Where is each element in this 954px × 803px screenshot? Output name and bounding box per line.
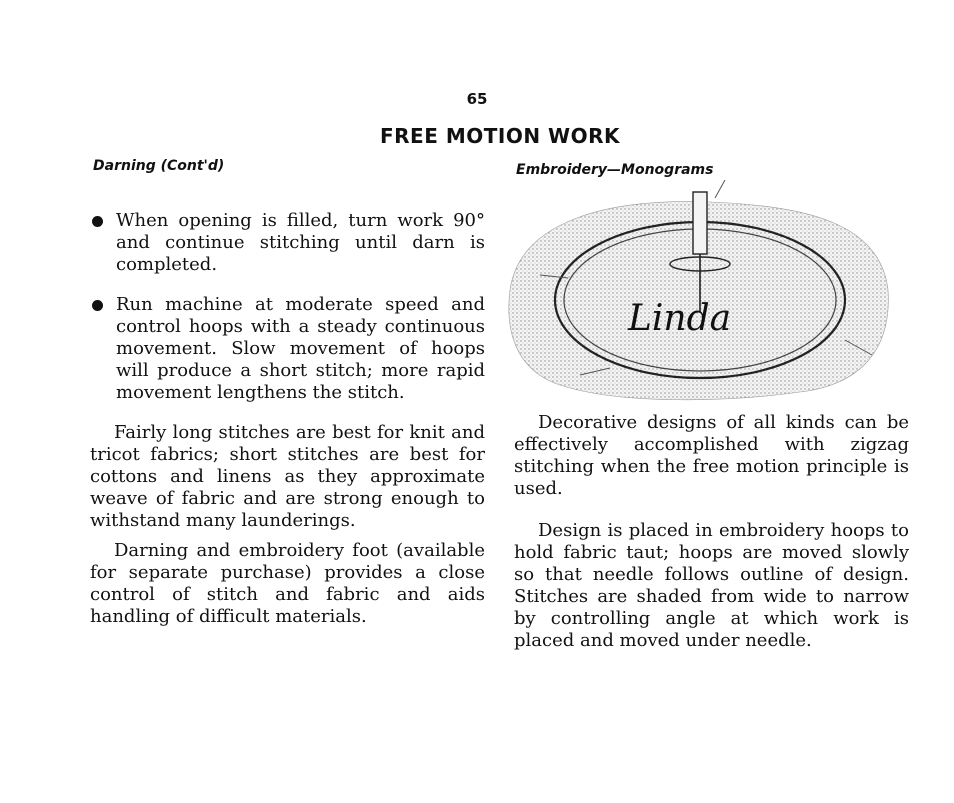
page-title: FREE MOTION WORK	[379, 124, 620, 148]
embroidery-subhead: Embroidery—Monograms	[516, 162, 714, 178]
page-number: 65	[466, 90, 488, 108]
paragraph: Darning and embroidery foot (available for separate purchase) provides a close control of stitch and fabric and aids handling of difficult materials.	[90, 540, 485, 627]
bullet-text: When opening is filled, turn work 90° and continue stitching until darn is completed.	[116, 210, 485, 275]
bullet-text: Run machine at moderate speed and control hoops with a steady continuous movement. Slow movement of hoops will produce a short stitch; more rapid movement lengthens the stitch.	[116, 294, 485, 403]
bullet-item	[90, 294, 485, 404]
darning-subhead: Darning (Cont'd)	[93, 158, 225, 174]
left-column	[90, 210, 485, 636]
bullet-item	[90, 210, 485, 276]
paragraph: Fairly long stitches are best for knit and tricot fabrics; short stitches are best for cottons and linens as they approximate weave of fabric and are strong enough to withstand many launderings.	[90, 422, 485, 531]
paragraph: Design is placed in embroidery hoops to hold fabric taut; hoops are moved slowly so that needle follows outline of design. Stitches are shaded from wide to narrow by controlling angle at which work is placed and moved under needle.	[514, 520, 909, 651]
monogram-text: Linda	[628, 298, 732, 339]
bullet-icon	[92, 300, 103, 311]
right-column	[514, 412, 909, 672]
bullet-icon	[92, 216, 103, 227]
paragraph: Decorative designs of all kinds can be effectively accomplished with zigzag stitching when the free motion principle is used.	[514, 412, 909, 499]
embroidery-hoop-illustration	[500, 180, 900, 410]
